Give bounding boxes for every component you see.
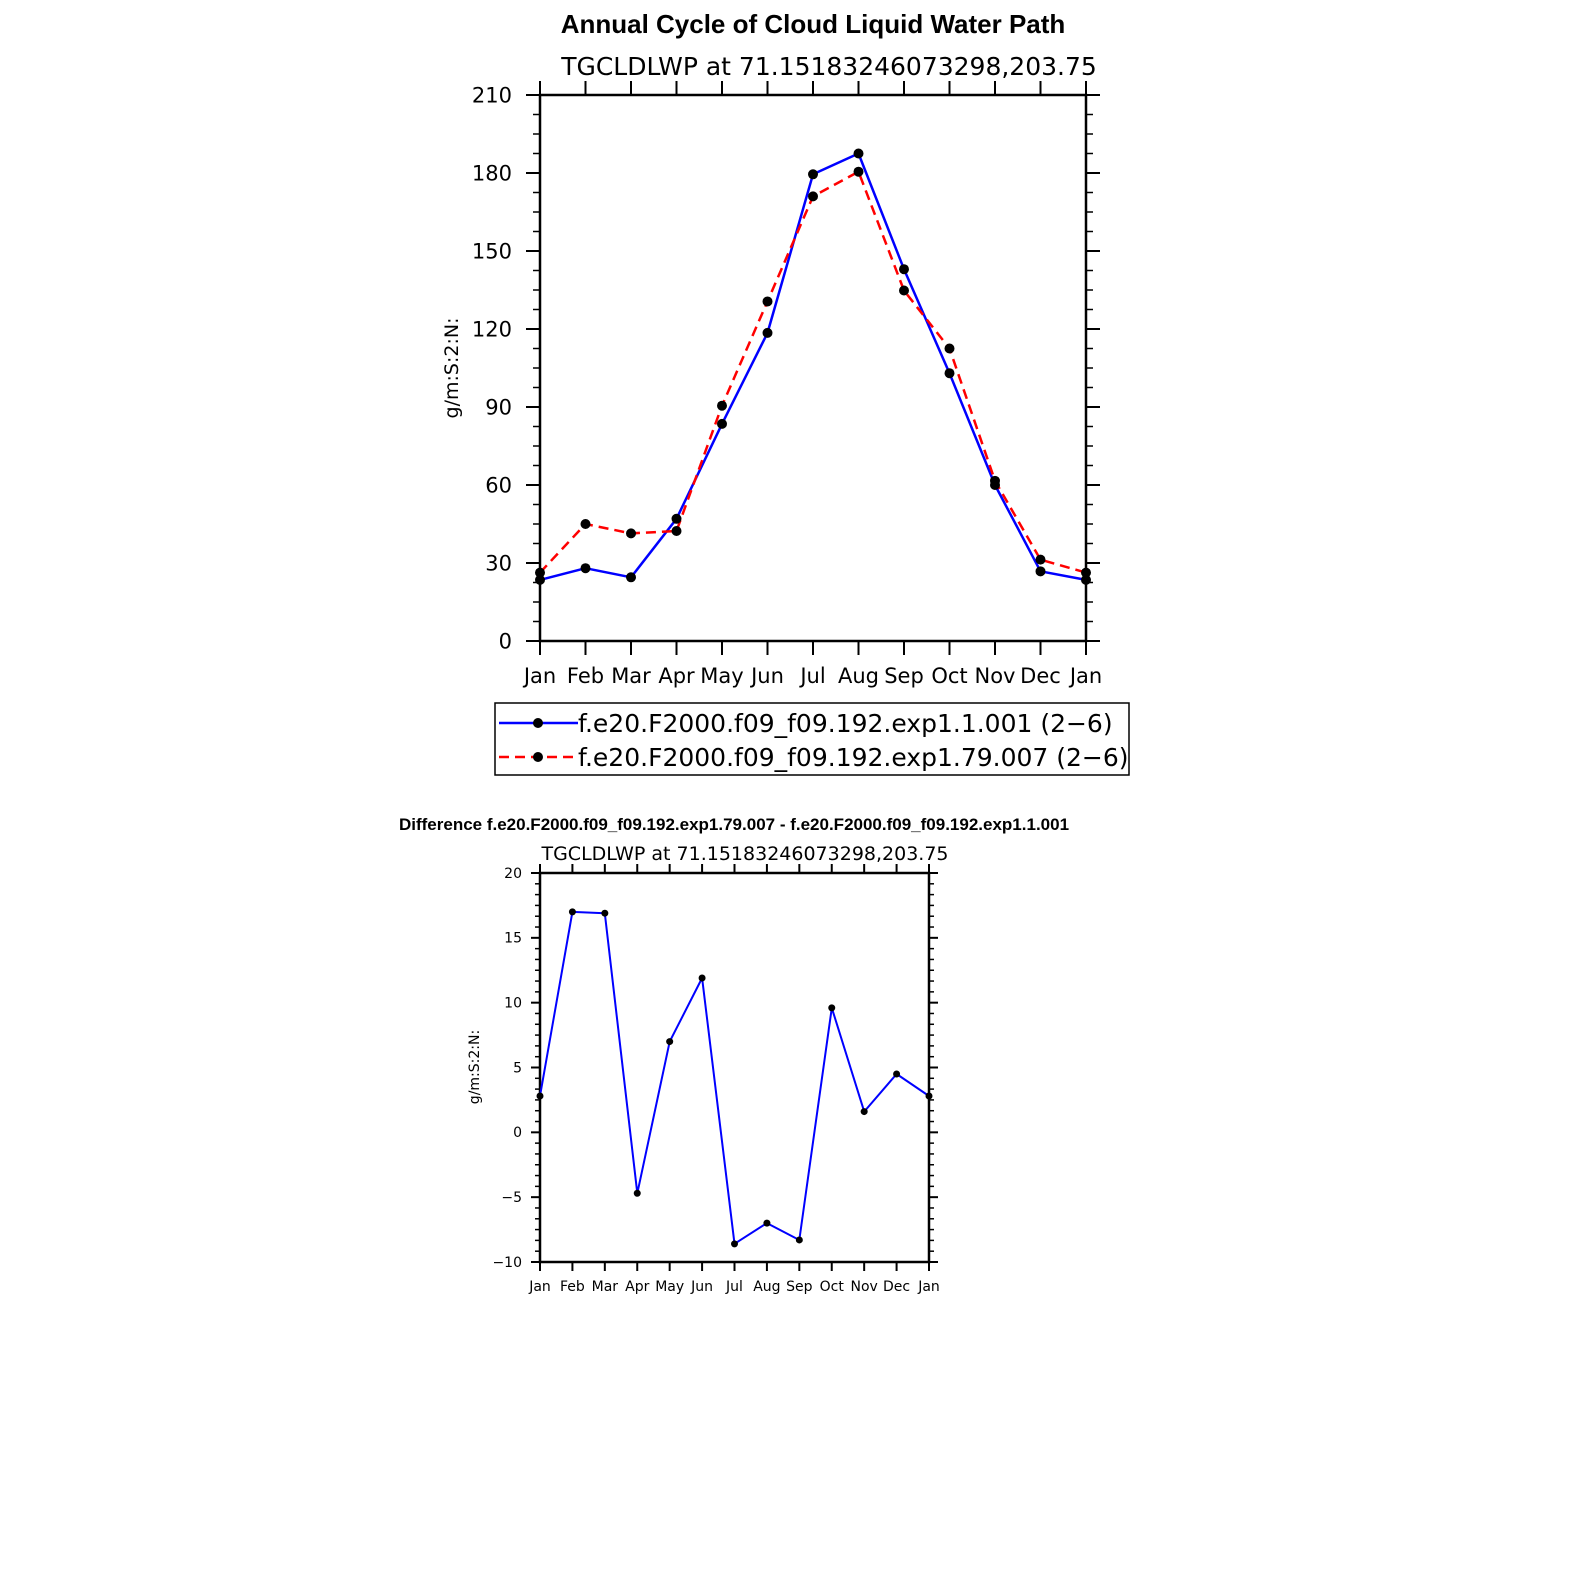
legend-label-blue: f.e20.F2000.f09_f09.192.exp1.1.001 (2−6) bbox=[578, 709, 1113, 738]
chart1-y-axis-label: g/m:S:2:N: bbox=[441, 317, 463, 419]
chart1-subtitle: TGCLDLWP at 71.15183246073298,203.75 bbox=[561, 52, 1097, 81]
chart1-series-0-point bbox=[899, 264, 909, 274]
chart2-x-tick-label: Jun bbox=[691, 1279, 714, 1295]
chart2-series-0-point bbox=[861, 1108, 868, 1115]
chart1-series-1-point bbox=[672, 526, 682, 536]
chart2-series-0-point bbox=[828, 1004, 835, 1011]
chart1-series-1-point bbox=[945, 344, 955, 354]
chart1-series-1-point bbox=[808, 191, 818, 201]
chart1-x-tick-label: Apr bbox=[658, 664, 695, 688]
chart1-x-tick-label: Mar bbox=[611, 664, 651, 688]
chart1-y-tick-label: 90 bbox=[485, 395, 512, 420]
chart2-series-0-point bbox=[634, 1190, 641, 1197]
chart1-series-1-point bbox=[1036, 555, 1046, 565]
chart1-y-tick-label: 150 bbox=[471, 239, 512, 264]
chart1-x-tick-label: Jan bbox=[1069, 664, 1103, 688]
legend-marker-red bbox=[533, 752, 543, 762]
chart2-x-tick-label: Jan bbox=[529, 1279, 551, 1295]
chart1-series-1-point bbox=[990, 476, 1000, 486]
chart2-series-0-point bbox=[666, 1038, 673, 1045]
chart2-x-tick-label: Dec bbox=[883, 1279, 911, 1295]
chart2-series-0-point bbox=[699, 975, 706, 982]
chart1-y-tick-label: 210 bbox=[471, 83, 512, 108]
chart2-series-0-point bbox=[601, 910, 608, 917]
chart1-series-0-point bbox=[808, 169, 818, 179]
chart2-x-tick-label: Feb bbox=[560, 1279, 585, 1295]
chart2-y-tick-label: −5 bbox=[501, 1190, 522, 1207]
chart1-series-1-point bbox=[535, 568, 545, 578]
chart2-series-0-point bbox=[569, 908, 576, 915]
chart2-x-tick-label: Apr bbox=[625, 1279, 650, 1295]
chart2-x-tick-label: Sep bbox=[786, 1279, 813, 1295]
chart2-title: Difference f.e20.F2000.f09_f09.192.exp1.79.007 - f.e20.F2000.f09_f09.192.exp1.1.001 bbox=[398, 815, 1070, 834]
chart1-series-0-point bbox=[626, 572, 636, 582]
chart1-x-tick-label: Nov bbox=[974, 664, 1016, 688]
chart1-x-tick-label: Jan bbox=[523, 664, 557, 688]
chart2-y-tick-label: 15 bbox=[504, 930, 522, 947]
chart2-y-axis-label: g/m:S:2:N: bbox=[467, 1029, 483, 1105]
chart1-series-1-point bbox=[899, 286, 909, 296]
chart1-x-tick-label: Sep bbox=[884, 664, 924, 688]
chart2-y-tick-label: 0 bbox=[513, 1125, 522, 1142]
chart1-y-tick-label: 60 bbox=[485, 473, 512, 498]
chart2-subtitle: TGCLDLWP at 71.15183246073298,203.75 bbox=[541, 843, 949, 865]
chart2-x-tick-label: Jan bbox=[918, 1279, 940, 1295]
chart1-series-1-point bbox=[1081, 568, 1091, 578]
chart1-series-0-point bbox=[1036, 566, 1046, 576]
chart2-x-tick-label: May bbox=[655, 1279, 685, 1295]
chart2-series-0-point bbox=[796, 1236, 803, 1243]
chart1-series-1-point bbox=[581, 519, 591, 529]
chart2-y-tick-label: 10 bbox=[504, 995, 522, 1012]
chart1-x-tick-label: Dec bbox=[1020, 664, 1061, 688]
chart2-series-0-point bbox=[893, 1070, 900, 1077]
chart1-series-1-point bbox=[626, 528, 636, 538]
chart1-x-tick-label: Jul bbox=[800, 664, 826, 688]
chart2-series-0-point bbox=[537, 1093, 544, 1100]
chart1-x-tick-label: Oct bbox=[931, 664, 968, 688]
chart2-x-tick-label: Aug bbox=[753, 1279, 781, 1295]
chart2-y-tick-label: 20 bbox=[504, 865, 522, 882]
chart1-series-1-point bbox=[763, 296, 773, 306]
chart1-series-0-point bbox=[581, 563, 591, 573]
chart1-series-1-point bbox=[854, 167, 864, 177]
chart1-series-0-point bbox=[945, 368, 955, 378]
chart2-y-tick-label: −10 bbox=[492, 1254, 522, 1271]
legend-marker-blue bbox=[533, 718, 543, 728]
chart1-x-tick-label: Aug bbox=[837, 664, 880, 688]
chart1-legend bbox=[495, 703, 1129, 775]
chart2-series-0-point bbox=[763, 1220, 770, 1227]
chart1-series-0-point bbox=[763, 328, 773, 338]
chart1-y-tick-label: 180 bbox=[471, 161, 512, 186]
chart1-series-1-point bbox=[717, 401, 727, 411]
chart2-x-tick-label: Jul bbox=[726, 1279, 743, 1295]
chart2-series-0-point bbox=[926, 1093, 933, 1100]
chart1-y-tick-label: 120 bbox=[471, 317, 512, 342]
chart1-x-tick-label: Jun bbox=[751, 664, 784, 688]
legend-label-red: f.e20.F2000.f09_f09.192.exp1.79.007 (2−6) bbox=[578, 743, 1129, 772]
chart1-series-0-point bbox=[717, 419, 727, 429]
chart1-title: Annual Cycle of Cloud Liquid Water Path bbox=[560, 9, 1066, 39]
chart1-y-tick-label: 30 bbox=[485, 551, 512, 576]
chart1-x-tick-label: May bbox=[700, 664, 744, 688]
chart1-x-tick-label: Feb bbox=[566, 664, 605, 688]
chart2-x-tick-label: Nov bbox=[850, 1279, 878, 1295]
chart2-x-tick-label: Oct bbox=[819, 1279, 844, 1295]
chart1-y-tick-label: 0 bbox=[498, 629, 512, 654]
chart2-y-tick-label: 5 bbox=[513, 1060, 522, 1077]
chart2-series-0-point bbox=[731, 1240, 738, 1247]
chart2-x-tick-label: Mar bbox=[591, 1279, 619, 1295]
chart1-series-0-point bbox=[854, 149, 864, 159]
chart1-series-0-point bbox=[672, 514, 682, 524]
